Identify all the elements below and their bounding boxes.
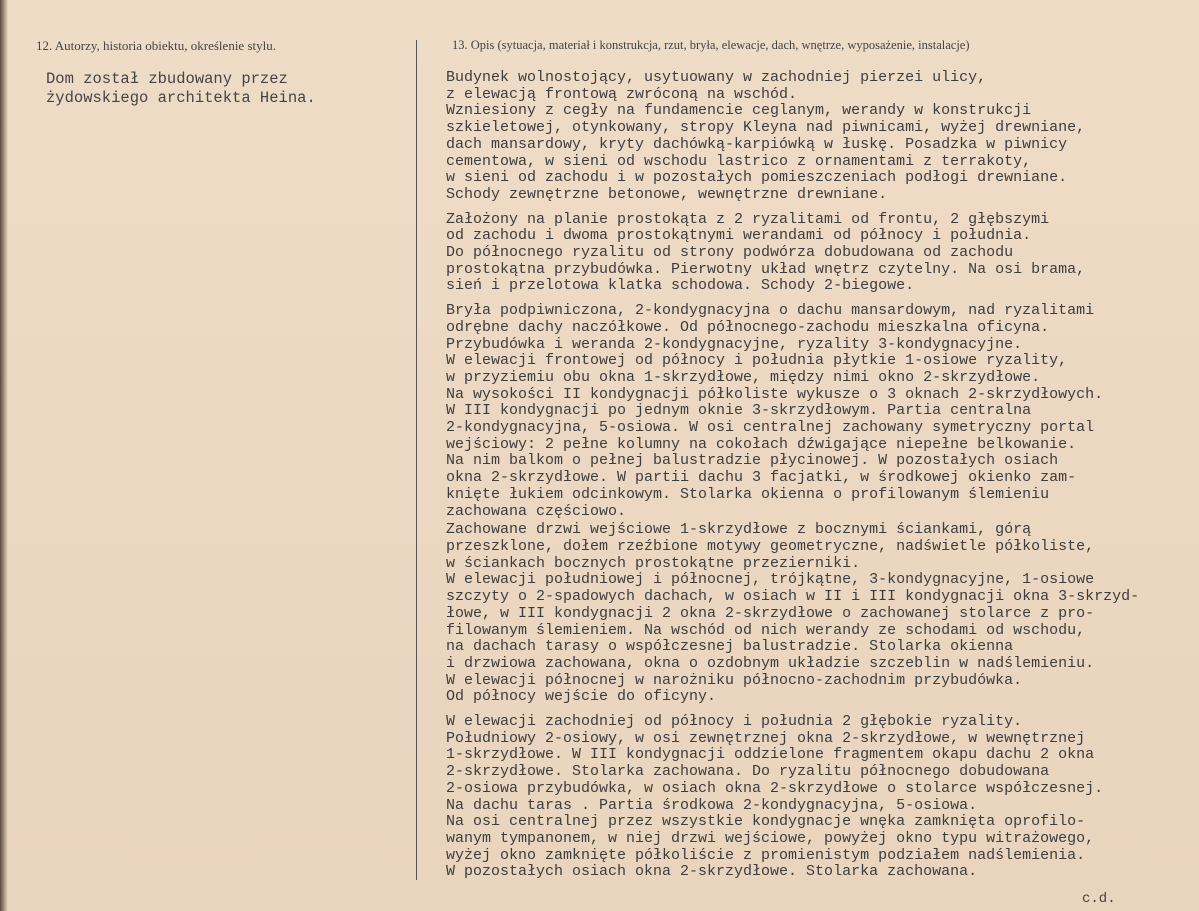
- continuation-mark: c.d.: [1082, 891, 1116, 907]
- header-description: 13. Opis (sytuacja, materiał i konstrukcja, rzut, bryła, elewacje, dach, wnętrze, wyposażenie, instalacje): [452, 38, 970, 52]
- text-line: W elewacji północnej w narożniku północno-zachodnim przybudówka.: [446, 671, 1023, 689]
- text-line: przeszklone, dołem rzeźbione motywy geometryczne, nadświetle półkoliste,: [446, 537, 1095, 555]
- text-line: odrębne dachy naczółkowe. Od północnego-zachodu mieszkalna oficyna.: [446, 318, 1050, 336]
- text-line: Budynek wolnostojący, usytuowany w zachodniej pierzei ulicy,: [446, 69, 987, 86]
- text-line: Przybudówka i weranda 2-kondygnacyjne, ryzality 3-kondygnacyjne.: [446, 335, 1023, 353]
- text-line: w ściankach bocznych prostokątne przezierniki.: [446, 554, 861, 572]
- text-line: 2-skrzydłowe. Stolarka zachowana. Do ryzalitu północnego dobudowana: [446, 763, 1050, 781]
- text-line: filowanym ślemieniem. Na wschód od nich werandy ze schodami od wschodu,: [446, 621, 1086, 639]
- text-line: W III kondygnacji po jednym oknie 3-skrzydłowym. Partia centralna: [446, 402, 1032, 420]
- text-line: knięte łukiem odcinkowym. Stolarka okienna o profilowanym ślemieniu: [446, 485, 1050, 503]
- text-line: W elewacji zachodniej od północy i południa 2 głębokie ryzality.: [446, 713, 1023, 731]
- text-line: Dom został zbudowany przez: [46, 70, 288, 88]
- text-line: Schody zewnętrzne betonowe, wewnętrzne drewniane.: [446, 185, 888, 203]
- header-authors-history: 12. Autorzy, historia obiektu, określenie stylu.: [36, 38, 276, 53]
- description-paragraph: [446, 714, 1196, 881]
- column-divider: [416, 40, 417, 880]
- text-line: wejściowy: 2 pełne kolumny na cokołach dźwigające niepełne belkowanie.: [446, 435, 1077, 453]
- description-paragraph: [446, 70, 1196, 204]
- text-line: Zachowane drzwi wejściowe 1-skrzydłowe z bocznymi ściankami, górą: [446, 521, 1032, 539]
- text-line: wanym tympanonem, w niej drzwi wejściowe, powyżej okno typu witrażowego,: [446, 829, 1095, 847]
- text-line: Od północy wejście do oficyny.: [446, 688, 717, 706]
- text-line: okna 2-skrzydłowe. W partii dachu 3 facjatki, w środkowej okienko zam-: [446, 469, 1077, 487]
- text-line: z elewacją frontową zwróconą na wschód.: [446, 85, 798, 103]
- description-text: [446, 70, 1196, 881]
- description-paragraph: [446, 303, 1196, 520]
- text-line: szczyty o 2-spadowych dachach, w osiach w II i III kondygnacji okna 3-skrzyd-: [446, 588, 1140, 606]
- text-line: szkieletowej, otynkowany, stropy Kleyna nad piwnicami, wyżej drewniane,: [446, 119, 1086, 137]
- text-line: cementowa, w sieni od wschodu lastrico z ornamentami z terrakoty,: [446, 152, 1032, 170]
- text-line: Założony na planie prostokąta z 2 ryzalitami od frontu, 2 głębszymi: [446, 210, 1050, 228]
- description-paragraph: [446, 522, 1196, 706]
- text-line: od zachodu i dwoma prostokątnymi werandami od północy i południa.: [446, 227, 1032, 245]
- text-line: Do północnego ryzalitu od strony podwórza dobudowana od zachodu: [446, 244, 1014, 262]
- text-line: sień i przelotowa klatka schodowa. Schody 2-biegowe.: [446, 277, 915, 295]
- text-line: wyżej okno zamknięte półkoliście z promienistym podziałem nadślemienia.: [446, 846, 1086, 864]
- text-line: Wzniesiony z cegły na fundamencie ceglanym, werandy w konstrukcji: [446, 102, 1032, 120]
- text-line: dach mansardowy, kryty dachówką-karpiówką w łuskę. Posadzka w piwnicy: [446, 135, 1068, 153]
- text-line: W elewacji frontowej od północy i południa płytkie 1-osiowe ryzality,: [446, 352, 1068, 370]
- text-line: Na dachu taras . Partia środkowa 2-kondygnacyjna, 5-osiowa.: [446, 796, 978, 814]
- text-line: W elewacji południowej i północnej, trójkątne, 3-kondygnacyjne, 1-osiowe: [446, 571, 1095, 589]
- text-line: 2-kondygnacyjna, 5-osiowa. W osi centralnej zachowany symetryczny portal: [446, 419, 1095, 437]
- text-line: Na nim balkom o pełnej balustradzie płycinowej. W pozostałych osiach: [446, 452, 1059, 470]
- text-line: żydowskiego architekta Heina.: [46, 89, 316, 107]
- text-line: zachowana częściowo.: [446, 502, 627, 520]
- text-line: łowe, w III kondygnacji 2 okna 2-skrzydłowe o zachowanej stolarce z pro-: [446, 604, 1095, 622]
- text-line: w przyziemiu obu okna 1-skrzydłowe, między nimi okno 2-skrzydłowe.: [446, 368, 1041, 386]
- text-line: Na wysokości II kondygnacji półkoliste wykusze o 3 oknach 2-skrzydłowych.: [446, 385, 1104, 403]
- authors-history-text: [46, 70, 406, 108]
- text-line: Południowy 2-osiowy, w osi zewnętrznej okna 2-skrzydłowe, w wewnętrznej: [446, 729, 1086, 747]
- text-line: na dachach tarasy o współczesnej balustradzie. Stolarka okienna: [446, 638, 1014, 656]
- page-edge-shadow: [0, 0, 8, 911]
- description-paragraph: [446, 212, 1196, 296]
- text-line: W pozostałych osiach okna 2-skrzydłowe. Stolarka zachowana.: [446, 863, 978, 881]
- text-line: i drzwiowa zachowana, okna o ozdobnym układzie szczeblin w nadślemieniu.: [446, 654, 1095, 672]
- text-line: prostokątna przybudówka. Pierwotny układ wnętrz czytelny. Na osi brama,: [446, 260, 1086, 278]
- text-line: 1-skrzydłowe. W III kondygnacji oddzielone fragmentem okapu dachu 2 okna: [446, 746, 1095, 764]
- text-line: w sieni od zachodu i w pozostałych pomieszczeniach podłogi drewniane.: [446, 169, 1068, 187]
- text-line: Bryła podpiwniczona, 2-kondygnacyjna o dachu mansardowym, nad ryzalitami: [446, 302, 1095, 320]
- text-line: 2-osiowa przybudówka, w osiach okna 2-skrzydłowe o stolarce współczesnej.: [446, 779, 1104, 797]
- text-line: Na osi centralnej przez wszystkie kondygnacje wnęka zamknięta oprofilo-: [446, 813, 1086, 831]
